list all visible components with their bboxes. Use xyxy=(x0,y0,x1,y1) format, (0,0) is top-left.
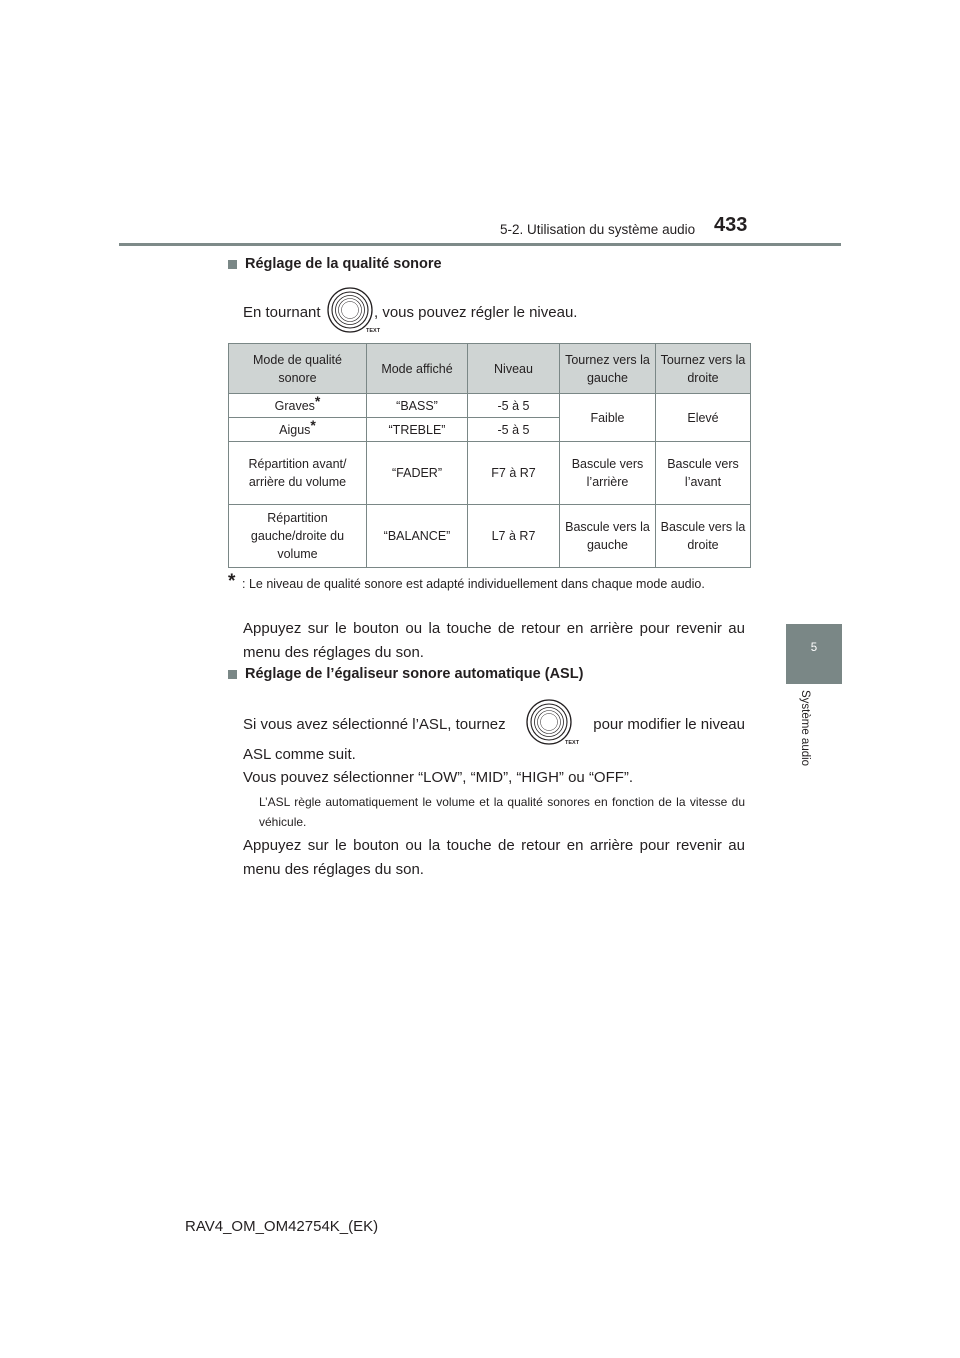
asl-instruction-before-knob: Si vous avez sélectionné l’ASL, tournez xyxy=(243,716,506,733)
cell-display: “BASS” xyxy=(367,394,468,418)
chapter-label-text: Système audio xyxy=(799,690,811,767)
tune-knob-icon xyxy=(325,285,381,335)
return-instruction-2: Appuyez sur le bouton ou la touche de retour en arrière pour revenir au menu des réglages du son. xyxy=(243,837,745,878)
asl-note: L’ASL règle automatiquement le volume et la qualité sonores en fonction de la vitesse du véhicule. xyxy=(259,795,745,829)
instruction-after-knob: , vous pouvez régler le niveau. xyxy=(374,304,578,321)
mode-text: Aigus xyxy=(279,423,311,437)
footnote-star: * xyxy=(314,393,321,409)
knob-label: TEXT xyxy=(565,740,580,746)
cell-right-merged: Elevé xyxy=(656,394,751,442)
document-code: RAV4_OM_OM42754K_(EK) xyxy=(185,1218,379,1235)
cell-level: L7 à R7 xyxy=(468,505,560,568)
cell-mode xyxy=(229,394,367,418)
cell-level: -5 à 5 xyxy=(468,418,560,442)
asl-options: Vous pouvez sélectionner “LOW”, “MID”, “HIGH” ou “OFF”. xyxy=(243,769,634,786)
table-row xyxy=(229,505,751,568)
chapter-number: 5 xyxy=(810,642,818,654)
col-header-right: Tournez vers la droite xyxy=(656,344,751,394)
cell-right: Bascule vers la droite xyxy=(656,505,751,568)
mode-text: Graves xyxy=(274,399,315,413)
cell-left: Bascule vers la gauche xyxy=(560,505,656,568)
table-header-row xyxy=(229,344,751,394)
cell-mode: Répartition avant/ arrière du volume xyxy=(229,442,367,505)
footnote-text: : Le niveau de qualité sonore est adapté individuellement dans chaque mode audio. xyxy=(242,577,705,591)
section-heading-asl xyxy=(228,666,583,682)
col-header-left: Tournez vers la gauche xyxy=(560,344,656,394)
return-instruction-1: Appuyez sur le bouton ou la touche de retour en arrière pour revenir au menu des réglages du son. xyxy=(243,620,745,661)
section-heading-sound-quality xyxy=(228,256,442,272)
cell-display: “TREBLE” xyxy=(367,418,468,442)
section-reference: 5-2. Utilisation du système audio xyxy=(500,222,696,237)
knob-label: TEXT xyxy=(366,328,381,334)
square-bullet-icon xyxy=(228,260,237,269)
cell-left: Bascule vers l’arrière xyxy=(560,442,656,505)
footnote-star: * xyxy=(228,571,236,592)
tune-knob-icon xyxy=(524,697,580,747)
footnote-star: * xyxy=(310,417,316,433)
chapter-tab xyxy=(786,624,842,684)
header-rule xyxy=(119,243,841,246)
cell-left-merged: Faible xyxy=(560,394,656,442)
cell-mode: Répartition gauche/droite du volume xyxy=(229,505,367,568)
cell-level: F7 à R7 xyxy=(468,442,560,505)
cell-level: -5 à 5 xyxy=(468,394,560,418)
cell-right: Bascule vers l’avant xyxy=(656,442,751,505)
chapter-label xyxy=(796,690,814,780)
col-header-level: Niveau xyxy=(468,344,560,394)
col-header-mode: Mode de qualité sonore xyxy=(229,344,367,394)
table-row xyxy=(229,394,751,418)
cell-display: “FADER” xyxy=(367,442,468,505)
table-row xyxy=(229,442,751,505)
asl-instruction-after-knob: pour modifier le niveau xyxy=(593,716,745,733)
sound-quality-table xyxy=(228,343,751,568)
cell-display: “BALANCE” xyxy=(367,505,468,568)
col-header-display: Mode affiché xyxy=(367,344,468,394)
heading-text: Réglage de la qualité sonore xyxy=(245,256,442,272)
asl-instruction-continued: ASL comme suit. xyxy=(243,746,356,763)
square-bullet-icon xyxy=(228,670,237,679)
instruction-before-knob: En tournant xyxy=(243,304,321,321)
cell-mode xyxy=(229,418,367,442)
table-footnote xyxy=(228,571,745,594)
page-number: 433 xyxy=(714,214,748,236)
heading-text: Réglage de l’égaliseur sonore automatique (ASL) xyxy=(245,666,584,682)
